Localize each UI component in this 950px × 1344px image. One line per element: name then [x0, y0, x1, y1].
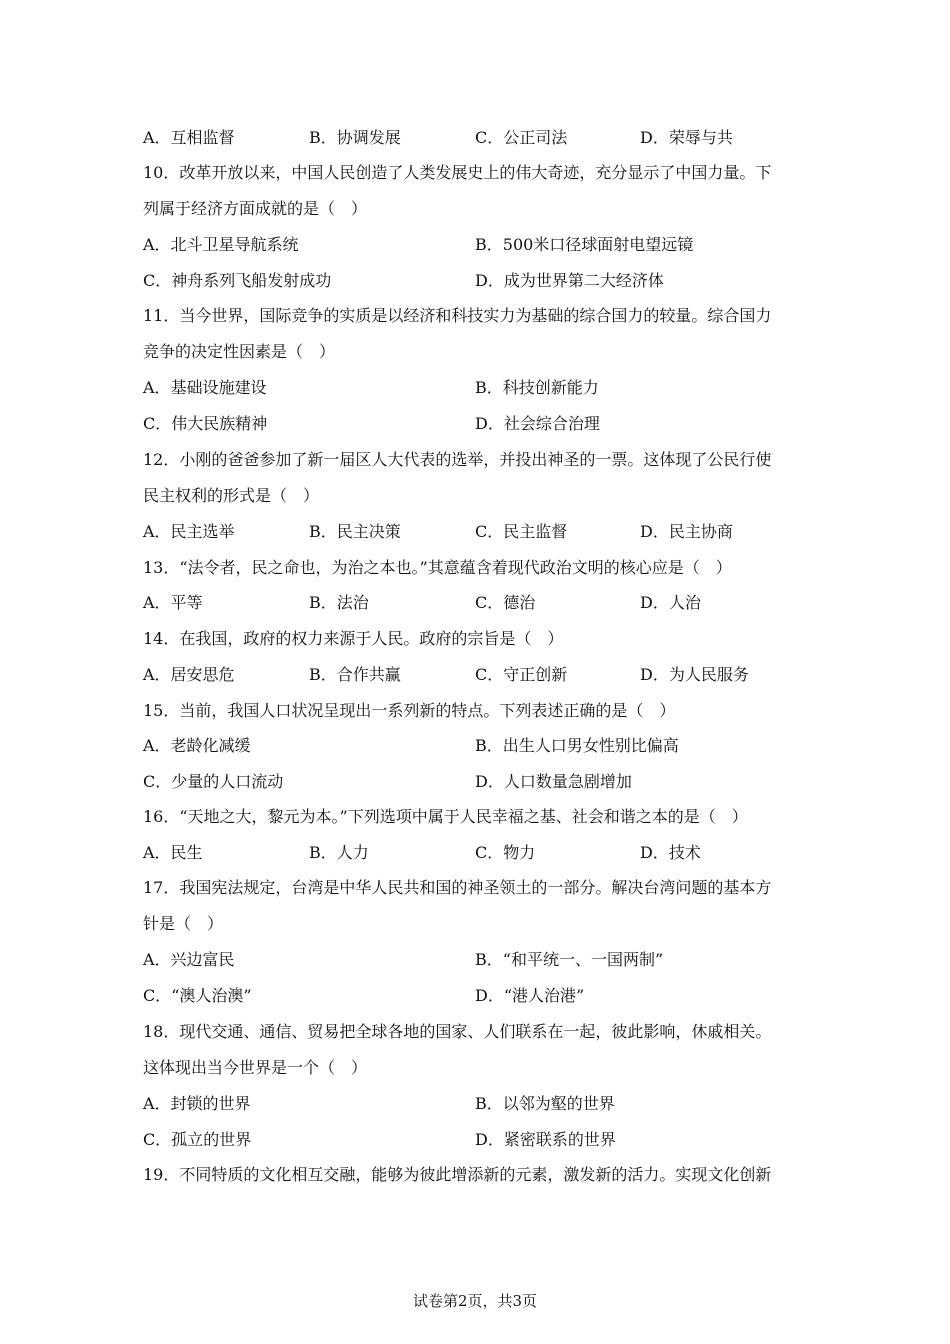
option: C．公正司法 [475, 128, 568, 147]
question-text: 16．“天地之大，黎元为本。”下列选项中属于人民幸福之基、社会和谐之本的是（ ） [143, 807, 748, 826]
option: C．物力 [475, 843, 536, 862]
option: C．“澳人治澳” [143, 986, 252, 1005]
option: A．兴边富民 [143, 950, 235, 969]
option: D．为人民服务 [640, 665, 749, 684]
option: D．民主协商 [640, 522, 733, 541]
option: D．紧密联系的世界 [475, 1130, 616, 1149]
page-footer: 试卷第2页，共3页 [412, 1292, 538, 1310]
option: B．协调发展 [309, 128, 401, 147]
option: D．人口数量急剧增加 [475, 772, 632, 791]
question-text: 民主权利的形式是（ ） [143, 486, 320, 505]
question-text: 10．改革开放以来，中国人民创造了人类发展史上的伟大奇迹，充分显示了中国力量。下 [143, 163, 772, 182]
question-text: 针是（ ） [143, 914, 224, 933]
option: D．“港人治港” [475, 986, 585, 1005]
option: B．以邻为壑的世界 [475, 1094, 615, 1113]
option: A．老龄化减缓 [143, 736, 251, 755]
option: A．居安思危 [143, 665, 235, 684]
option: B．人力 [309, 843, 369, 862]
option: C．民主监督 [475, 522, 568, 541]
option: D．人治 [640, 593, 701, 612]
option: C．神舟系列飞船发射成功 [143, 271, 332, 290]
option: C．守正创新 [475, 665, 568, 684]
option: B．科技创新能力 [475, 378, 599, 397]
question-text: 12．小刚的爸爸参加了新一届区人大代表的选举，并投出神圣的一票。这体现了公民行使 [143, 450, 772, 469]
option: A．互相监督 [143, 128, 235, 147]
option: A．基础设施建设 [143, 378, 267, 397]
option: A．民生 [143, 843, 203, 862]
question-text: 列属于经济方面成就的是（ ） [143, 199, 368, 218]
option: A．民主选举 [143, 522, 235, 541]
option: A．封锁的世界 [143, 1094, 251, 1113]
option: B．500米口径球面射电望远镜 [475, 235, 694, 254]
option: D．成为世界第二大经济体 [475, 271, 664, 290]
option: D．社会综合治理 [475, 414, 600, 433]
option: C．少量的人口流动 [143, 772, 284, 791]
question-text: 18．现代交通、通信、贸易把全球各地的国家、人们联系在一起，彼此影响，休戚相关。 [143, 1022, 772, 1041]
option: B．出生人口男女性别比偏高 [475, 736, 679, 755]
question-text: 竞争的决定性因素是（ ） [143, 342, 336, 361]
option: D．技术 [640, 843, 701, 862]
question-text: 15．当前，我国人口状况呈现出一系列新的特点。下列表述正确的是（ ） [143, 701, 676, 720]
option: B．合作共赢 [309, 665, 401, 684]
option: A．平等 [143, 593, 203, 612]
option: C．孤立的世界 [143, 1130, 252, 1149]
question-text: 19．不同特质的文化相互交融，能够为彼此增添新的元素，激发新的活力。实现文化创新 [143, 1165, 772, 1184]
question-text: 这体现出当今世界是一个（ ） [143, 1058, 368, 1077]
question-text: 17．我国宪法规定，台湾是中华人民共和国的神圣领土的一部分。解决台湾问题的基本方 [143, 878, 772, 897]
option: D．荣辱与共 [640, 128, 733, 147]
option: B．法治 [309, 593, 369, 612]
question-text: 14．在我国，政府的权力来源于人民。政府的宗旨是（ ） [143, 629, 564, 648]
option: B．“和平统一、一国两制” [475, 950, 664, 969]
option: B．民主决策 [309, 522, 401, 541]
question-text: 11．当今世界，国际竞争的实质是以经济和科技实力为基础的综合国力的较量。综合国力 [143, 306, 772, 325]
option: C．伟大民族精神 [143, 414, 268, 433]
question-text: 13．“法令者，民之命也，为治之本也。”其意蕴含着现代政治文明的核心应是（ ） [143, 558, 732, 577]
option: C．德治 [475, 593, 536, 612]
option: A．北斗卫星导航系统 [143, 235, 299, 254]
